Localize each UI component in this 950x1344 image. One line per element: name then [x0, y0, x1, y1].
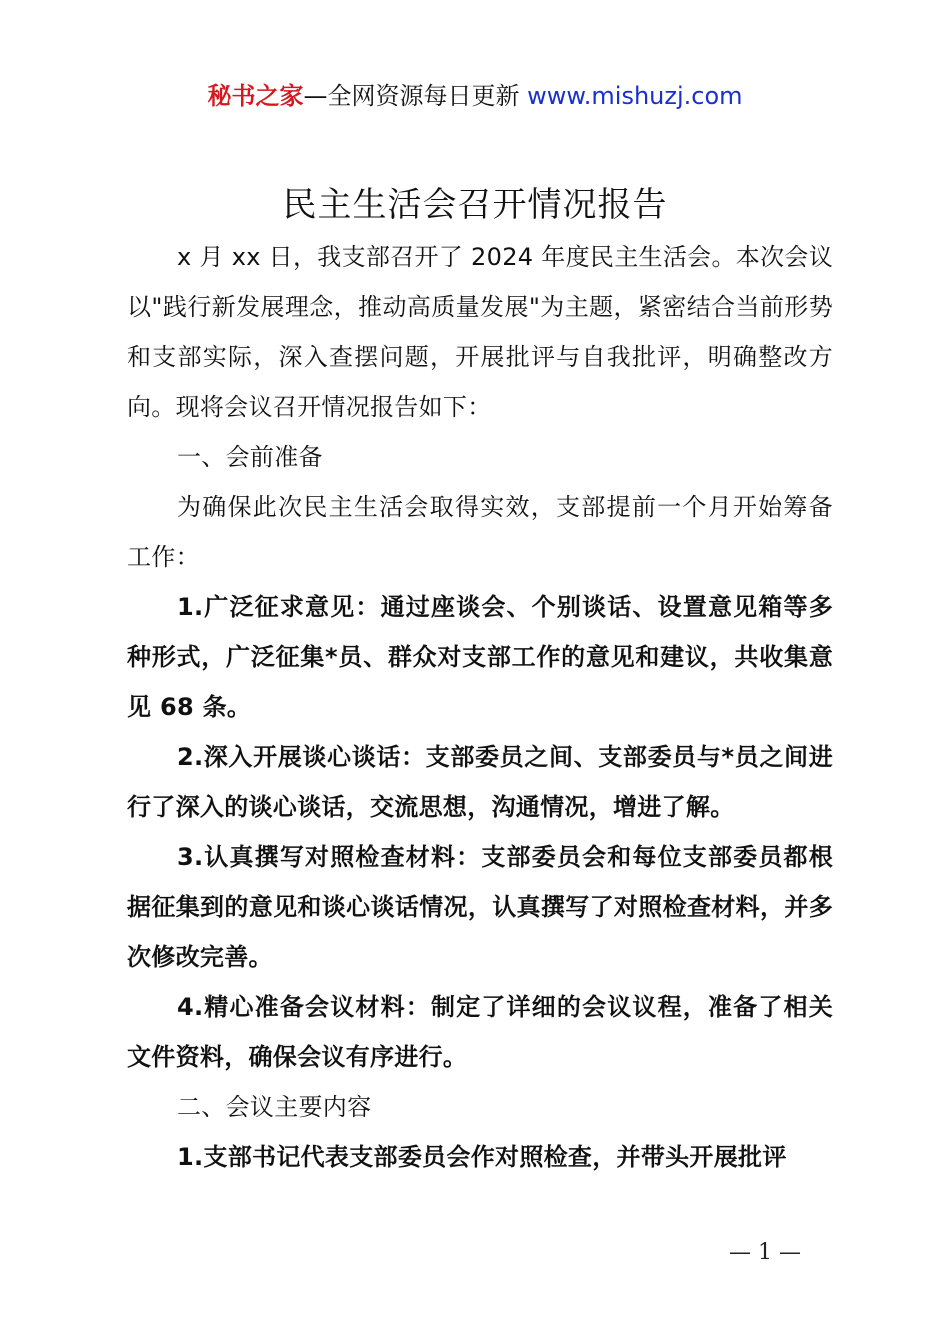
section-heading-preparation: 一、会前准备 — [177, 443, 323, 471]
intro-paragraph: x 月 xx 日，我支部召开了 2024 年度民主生活会。本次会议以"践行新发展理念，推动高质量发展"为主题，紧密结合当前形势和支部实际，深入查摆问题，开展批评与自我批评，明确整改方向。现将会议召开情况报告如下： — [127, 243, 833, 421]
prep-item-4: 4.精心准备会议材料：制定了详细的会议议程，准备了相关文件资料，确保会议有序进行。 — [127, 993, 833, 1071]
document-title: 民主生活会召开情况报告 — [282, 185, 668, 225]
section-heading-main-content: 二、会议主要内容 — [177, 1093, 372, 1121]
page-number: — 1 — — [729, 1240, 801, 1265]
main-item-1: 1.支部书记代表支部委员会作对照检查，并带头开展批评 — [177, 1143, 787, 1171]
preparation-paragraph: 为确保此次民主生活会取得实效，支部提前一个月开始筹备工作： — [127, 493, 833, 571]
prep-item-1: 1.广泛征求意见：通过座谈会、个别谈话、设置意见箱等多种形式，广泛征集*员、群众对支部工作的意见和建议，共收集意见 68 条。 — [127, 593, 833, 721]
brand-name: 秘书之家 — [207, 82, 304, 110]
header-tagline: —全网资源每日更新 — [303, 82, 528, 110]
prep-item-3: 3.认真撰写对照检查材料：支部委员会和每位支部委员都根据征集到的意见和谈心谈话情况，认真撰写了对照检查材料，并多次修改完善。 — [127, 843, 833, 971]
prep-item-2: 2.深入开展谈心谈话：支部委员之间、支部委员与*员之间进行了深入的谈心谈话，交流思想，沟通情况，增进了解。 — [127, 743, 833, 821]
site-header — [0, 78, 950, 114]
site-url-link[interactable]: www.mishuzj.com — [527, 82, 743, 110]
document-body — [127, 232, 833, 1182]
